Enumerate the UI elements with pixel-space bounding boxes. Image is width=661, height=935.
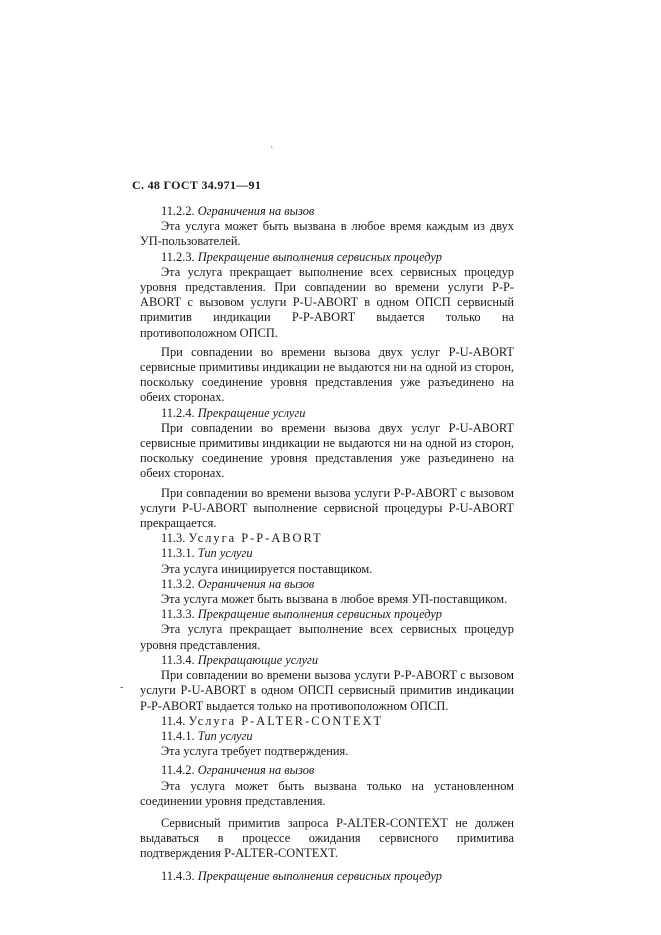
section-heading: 11.2.4. Прекращение услуги [161, 405, 306, 420]
scan-speck: - [120, 682, 124, 693]
paragraph: При совпадении во времени вызова услуги P-P-ABORT с вызовом услуги P-U-ABORT в одном ОПСП сервисный примитив индикации P-P-ABORT выдается только на противоположном ОПСП. [140, 668, 514, 713]
paragraph: Эта услуга прекращает выполнение всех сервисных процедур уровня представления. [140, 622, 514, 652]
paragraph: При совпадении во времени вызова двух услуг P-U-ABORT сервисные примитивы индикации не выдаются ни на одной из сторон, поскольку соединение уровня представления уже разъединено на обеих сторонах. [140, 344, 514, 405]
section-heading: 11.4.3. Прекращение выполнения сервисных процедур [161, 868, 442, 883]
section-heading: 11.3. Услуга P-P-ABORT [161, 531, 323, 546]
paragraph: При совпадении во времени вызова двух услуг P-U-ABORT сервисные примитивы индикации не выдаются ни на одной из сторон, поскольку соединение уровня представления уже разъединено на обеих сторонах. [140, 420, 514, 481]
paragraph: Эта услуга требует подтверждения. [161, 744, 349, 759]
paragraph: Эта услуга может быть вызвана только на установленном соединении уровня представления. [140, 778, 514, 808]
section-heading: 11.4. Услуга P-ALTER-CONTEXT [161, 713, 384, 728]
section-heading: 11.3.3. Прекращение выполнения сервисных процедур [161, 607, 442, 622]
paragraph: При совпадении во времени вызова услуги P-P-ABORT с вызовом услуги P-U-ABORT выполнение сервисной процедуры P-U-ABORT прекращается. [140, 485, 514, 531]
paragraph: Эта услуга инициируется поставщиком. [161, 561, 373, 576]
document-body [140, 204, 514, 884]
section-heading: 11.4.1. Тип услуги [161, 728, 253, 743]
section-heading: 11.3.1. Тип услуги [161, 546, 253, 561]
section-heading: 11.4.2. Ограничения на вызов [161, 763, 315, 778]
paragraph: Эта услуга прекращает выполнение всех сервисных процедур уровня представления. При совпадении во времени услуги P-P-ABORT с вызовом услуги P-U-ABORT в одном ОПСП сервисный примитив индикации P-P-ABORT выдается только на противоположном ОПСП. [140, 264, 514, 340]
scan-speck: ˋ [270, 146, 274, 157]
section-heading: 11.3.2. Ограничения на вызов [161, 576, 315, 591]
section-heading: 11.3.4. Прекращающие услуги [161, 652, 319, 667]
section-heading: 11.2.3. Прекращение выполнения сервисных процедур [161, 249, 442, 264]
paragraph: Эта услуга может быть вызвана в любое время УП-поставщиком. [161, 592, 508, 607]
section-heading: 11.2.2. Ограничения на вызов [161, 204, 315, 218]
page-header: С. 48 ГОСТ 34.971—91 [132, 178, 262, 192]
paragraph: Сервисный примитив запроса P-ALTER-CONTEXT не должен выдаваться в процессе ожидания сервисного примитива подтверждения P-ALTER-CONTEXT. [140, 815, 514, 861]
paragraph: Эта услуга может быть вызвана в любое время каждым из двух УП-пользователей. [140, 219, 514, 249]
